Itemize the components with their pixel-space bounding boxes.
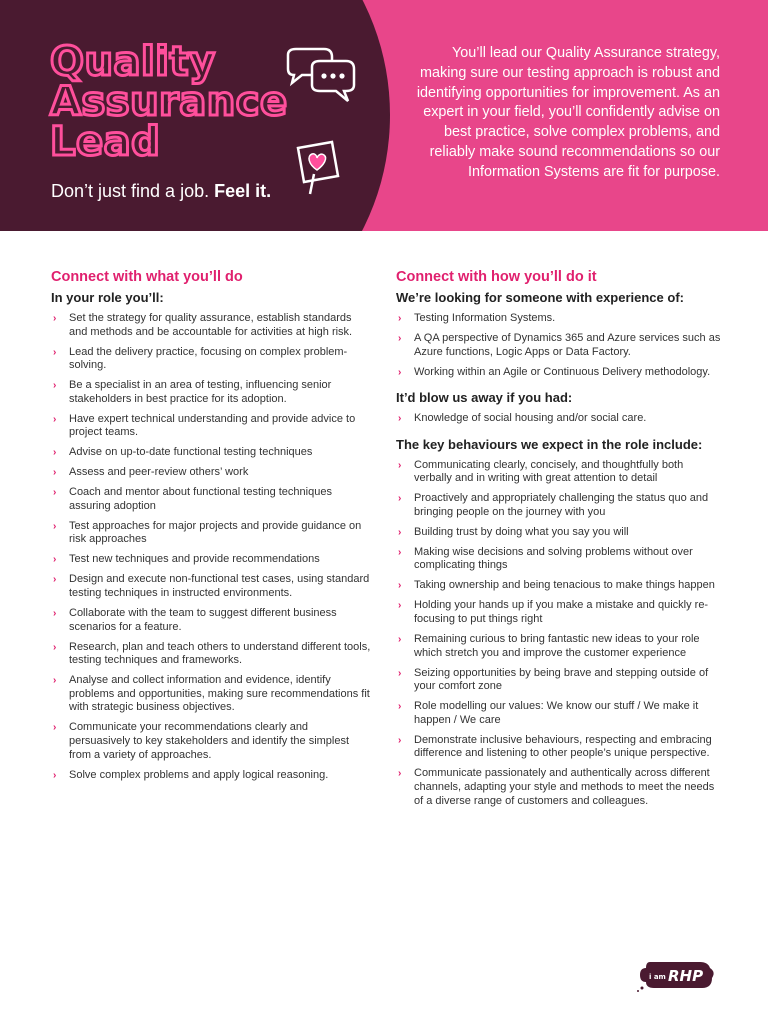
experience-list [396,312,721,379]
list-item [51,553,371,567]
behaviours-heading: The key behaviours we expect in the role include: [396,436,703,452]
bullet-chevron-icon: › [53,313,57,324]
list-item-text: Research, plan and teach others to understand different tools, testing techniques and frameworks. [69,640,371,667]
header-banner [0,0,768,231]
list-item-text: Making wise decisions and solving problems without over complicating things [414,545,693,572]
list-item [396,526,721,540]
list-item [396,546,721,573]
bullet-chevron-icon: › [398,580,402,592]
list-item-text: A QA perspective of Dynamics 365 and Azure services such as Azure functions, Logic Apps or Data Factory. [414,331,721,358]
list-item [396,667,721,694]
list-item-text: Solve complex problems and apply logical reasoning. [69,768,329,781]
list-item-text: Taking ownership and being tenacious to make things happen [414,579,715,592]
bullet-chevron-icon: › [53,608,57,619]
list-item-text: Remaining curious to bring fantastic new ideas to your role which stretch you and improve the customer experience [414,633,700,659]
title-line-3: Lead [50,119,161,165]
list-item-text: Advise on up-to-date functional testing techniques [69,446,313,459]
page-title [50,39,288,165]
behaviours-list [396,459,721,808]
bullet-chevron-icon: › [53,467,57,479]
bullet-chevron-icon: › [53,487,57,499]
list-item [396,767,721,808]
list-item-text: Test new techniques and provide recommendations [69,553,320,566]
list-item [51,641,371,668]
list-item [51,466,371,480]
list-item [396,633,721,660]
list-item-text: Lead the delivery practice, focusing on complex problem-solving. [69,345,348,372]
list-item [396,492,721,519]
list-item [51,721,371,762]
bullet-chevron-icon: › [398,634,402,646]
bullet-chevron-icon: › [53,722,57,734]
bullet-chevron-icon: › [398,667,402,679]
list-item [396,700,721,727]
bullet-chevron-icon: › [398,332,402,344]
chat-bubbles-icon [280,45,358,107]
bullet-chevron-icon: › [398,313,402,324]
list-item-text: Be a specialist in an area of testing, influencing senior stakeholders in best practice for its adoption. [69,379,332,405]
logo-small-text: i am [649,973,666,981]
list-item [396,366,721,380]
bullet-chevron-icon: › [53,520,57,532]
list-item [396,579,721,593]
list-item [51,446,371,460]
list-item-text: Testing Information Systems. [414,312,556,324]
bullet-chevron-icon: › [53,413,57,425]
list-item-text: Collaborate with the team to suggest different business scenarios for a feature. [69,607,337,633]
list-item [51,573,371,600]
bullet-chevron-icon: › [53,554,57,566]
bullet-chevron-icon: › [53,675,57,687]
list-item [51,346,371,373]
list-item-text: Test approaches for major projects and provide guidance on risk approaches [69,519,362,546]
bullet-chevron-icon: › [53,346,57,358]
experience-heading: We’re looking for someone with experience of: [396,290,684,305]
list-item [396,412,721,426]
rhp-logo [636,958,718,992]
bullet-chevron-icon: › [398,546,402,558]
list-item-text: Coach and mentor about functional testing techniques assuring adoption [69,486,332,512]
list-item [396,332,721,359]
tagline-emphasis: Feel it. [214,181,272,201]
left-column [51,268,371,788]
list-item [51,413,371,440]
title-line-2: Assurance [50,79,288,125]
tagline [51,181,271,202]
list-item [396,599,721,626]
left-heading: Connect with what you’ll do [51,269,243,285]
list-item-text: Role modelling our values: We know our stuff / We make it happen / We care [414,700,699,726]
tagline-text: Don’t just find a job. [51,181,210,201]
right-column [396,268,721,815]
list-item-text: Working within an Agile or Continuous Delivery methodology. [414,365,711,378]
bullet-chevron-icon: › [53,380,57,392]
bonus-list [396,412,721,426]
intro-paragraph: You’ll lead our Quality Assurance strategy, making sure our testing approach is robust and identifying opportunities for improvement. As an expert in your field, you’ll confidently advise on best practice, solve complex problems, and reliably make sound recommendations so our Information Systems are fit for purpose. [416,45,720,180]
heart-vote-icon [292,140,342,196]
bullet-chevron-icon: › [53,447,57,459]
list-item-text: Communicate your recommendations clearly and persuasively to key stakeholders and identify the simplest from a variety of approaches. [69,721,350,761]
list-item-text: Communicating clearly, concisely, and thoughtfully both verbally and in writing with great attention to detail [414,458,684,485]
bullet-chevron-icon: › [398,493,402,505]
list-item [396,459,721,486]
list-item [396,734,721,761]
bullet-chevron-icon: › [398,459,402,471]
list-item [51,769,371,783]
bullet-chevron-icon: › [398,413,402,425]
list-item [51,486,371,513]
list-item-text: Holding your hands up if you make a mistake and quickly re-focusing to put things right [414,599,709,626]
bullet-chevron-icon: › [398,734,402,746]
list-item-text: Knowledge of social housing and/or social care. [414,412,647,425]
title-line-1: Quality [50,39,216,85]
bullet-chevron-icon: › [398,768,402,780]
role-list [51,312,371,782]
list-item-text: Seizing opportunities by being brave and stepping outside of your comfort zone [414,666,709,693]
logo-main-text: RHP [668,967,704,985]
list-item [51,607,371,634]
list-item-text: Communicate passionately and authentically across different channels, adapting your style and methods to meet the needs of a diverse range of customers and colleagues. [414,767,715,807]
bullet-chevron-icon: › [398,366,402,378]
list-item [51,520,371,547]
list-item-text: Analyse and collect information and evidence, identify problems and opportunities, making sure recommendations fit with strategic business objectives. [69,674,370,714]
bullet-chevron-icon: › [53,769,57,781]
list-item-text: Proactively and appropriately challenging the status quo and bringing people on the journey with you [414,492,709,518]
bullet-chevron-icon: › [53,574,57,586]
bullet-chevron-icon: › [398,526,402,538]
right-heading: Connect with how you’ll do it [396,269,597,285]
list-item [51,312,371,339]
list-item-text: Set the strategy for quality assurance, establish standards and methods and be accountable for activities at high risk. [69,312,353,338]
list-item-text: Assess and peer-review others’ work [69,466,249,479]
list-item [396,312,721,326]
list-item-text: Demonstrate inclusive behaviours, respecting and embracing difference and listening to other people’s unique perspective. [414,733,712,760]
list-item-text: Have expert technical understanding and provide advice to project teams. [69,412,356,439]
list-item [51,674,371,715]
left-subheading: In your role you’ll: [51,290,164,305]
list-item [51,379,371,406]
list-item-text: Building trust by doing what you say you will [414,525,629,538]
bonus-heading: It’d blow us away if you had: [396,390,573,406]
bullet-chevron-icon: › [398,600,402,612]
list-item-text: Design and execute non-functional test cases, using standard testing techniques in instructed environments. [69,573,370,600]
bullet-chevron-icon: › [398,701,402,713]
bullet-chevron-icon: › [53,641,57,653]
